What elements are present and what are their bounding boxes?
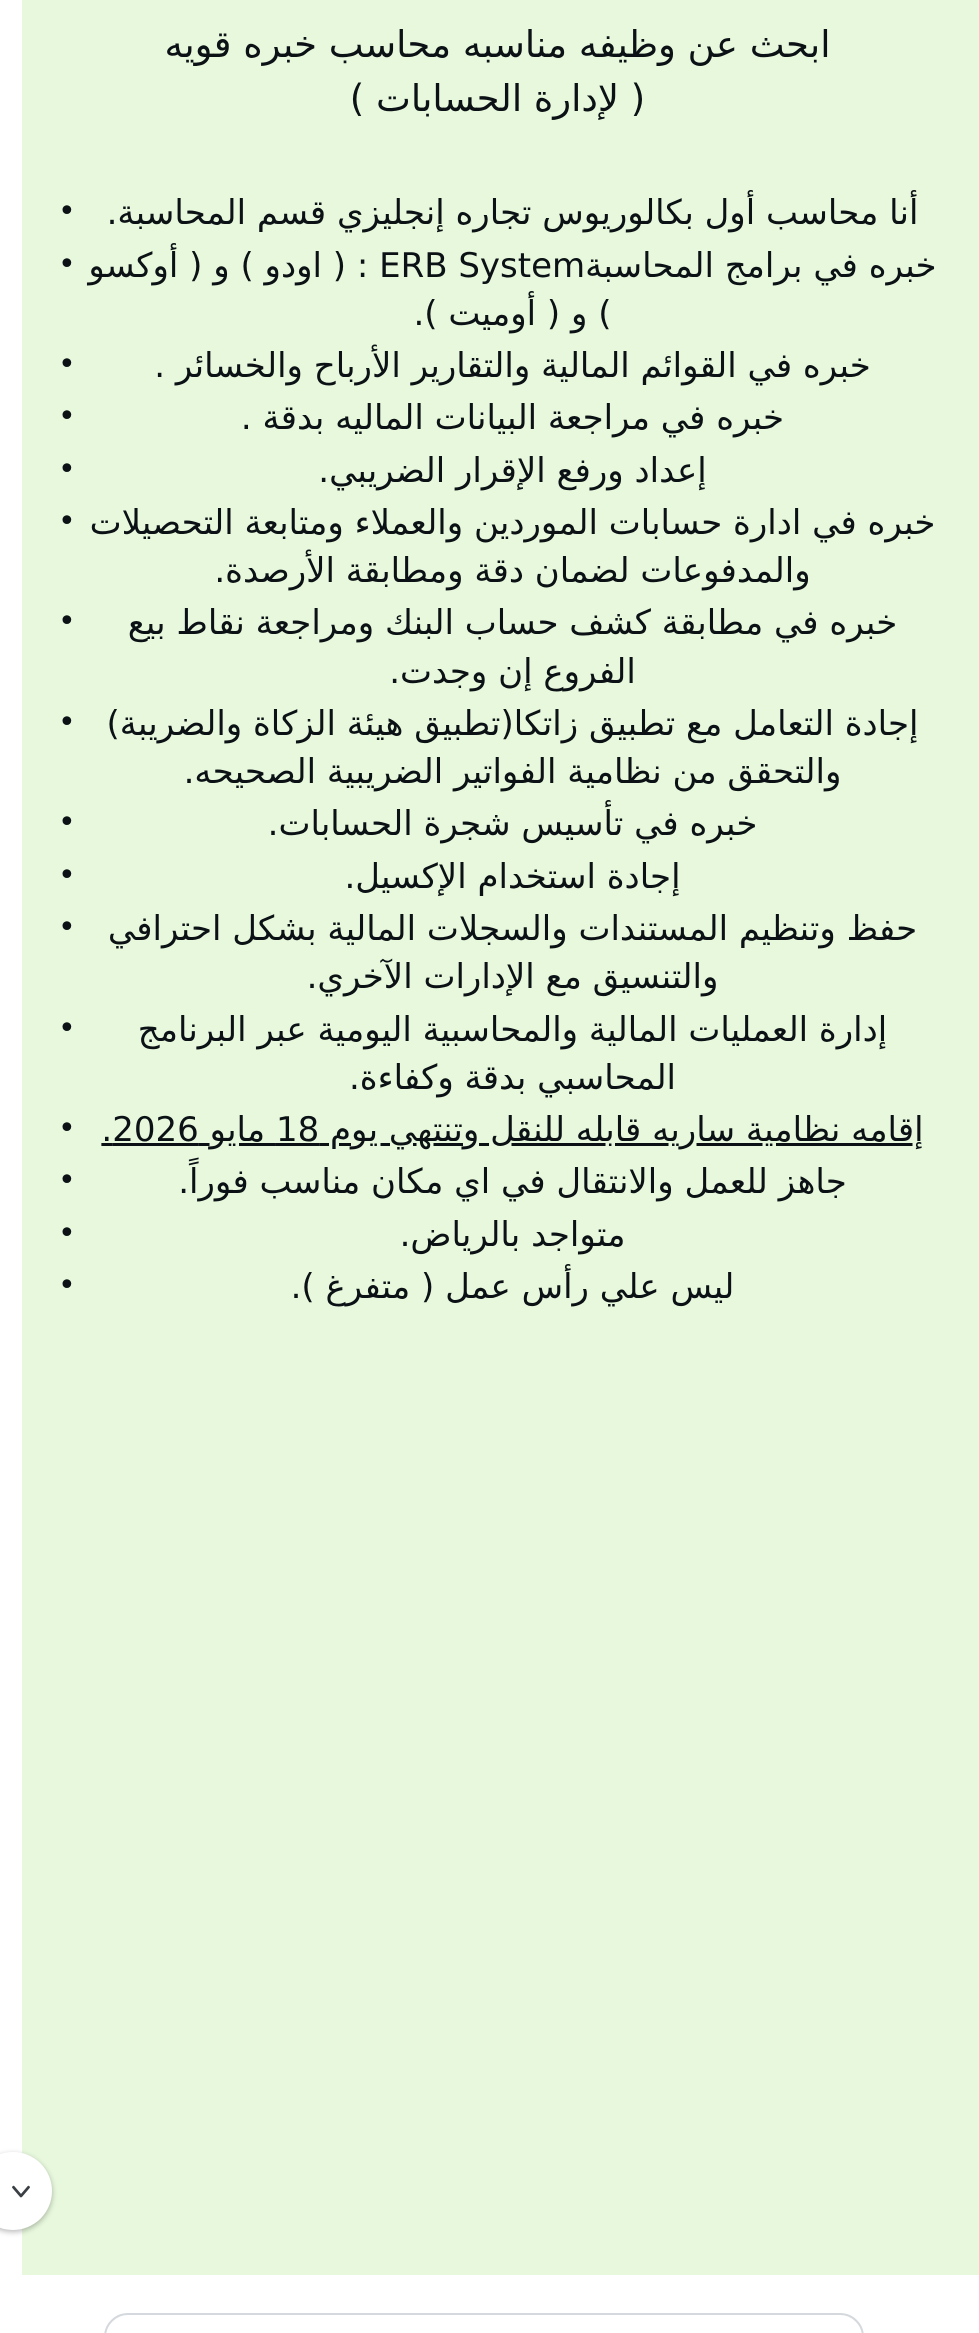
list-item: خبره في تأسيس شجرة الحسابات. • (56, 800, 939, 848)
message-input[interactable] (104, 2313, 864, 2333)
headline-line-2: ( لإدارة الحسابات ) (349, 76, 646, 120)
chevron-down-icon (0, 2176, 36, 2206)
list-item: حفظ وتنظيم المستندات والسجلات المالية بشكل احترافي والتنسيق مع الإدارات الآخري. • (56, 905, 939, 1002)
qualifications-list (56, 189, 939, 1311)
list-item: خبره في برامج المحاسبةERB System : ( اودو ) و ( أوكسو ) و ( أوميت ). • (56, 242, 939, 339)
list-item: متواجد بالرياض. • (56, 1211, 939, 1259)
headline-line-1: ابحث عن وظيفه مناسبه محاسب خبره قويه (164, 23, 831, 66)
list-item: خبره في مراجعة البيانات الماليه بدقة . • (56, 394, 939, 442)
list-item: إدارة العمليات المالية والمحاسبية اليومية عبر البرنامج المحاسبي بدقة وكفاءة. • (56, 1006, 939, 1103)
list-item: خبره في القوائم المالية والتقارير الأرباح والخسائر . • (56, 342, 939, 390)
list-item: جاهز للعمل والانتقال في اي مكان مناسب فوراً. • (56, 1158, 939, 1206)
list-item: إجادة التعامل مع تطبيق زاتكا(تطبيق هيئة الزكاة والضريبة) والتحقق من نظامية الفواتير الضريبية الصحيحه. • (56, 700, 939, 797)
message-bubble (22, 0, 979, 2275)
list-item: إعداد ورفع الإقرار الضريبي. • (56, 447, 939, 495)
list-item: ليس علي رأس عمل ( متفرغ ). • (56, 1263, 939, 1311)
list-item: خبره في مطابقة كشف حساب البنك ومراجعة نقاط بيع الفروع إن وجدت. • (56, 599, 939, 696)
list-item: إقامه نظامية ساريه قابله للنقل وتنتهي يوم 18 مايو 2026. • (56, 1106, 939, 1154)
list-item: أنا محاسب أول بكالوريوس تجاره إنجليزي قسم المحاسبة. • (56, 189, 939, 237)
list-item: خبره في ادارة حسابات الموردين والعملاء ومتابعة التحصيلات والمدفوعات لضمان دقة ومطابقة الأرصدة. • (56, 499, 939, 596)
message-headline (56, 18, 939, 125)
list-item: إجادة استخدام الإكسيل. • (56, 853, 939, 901)
headline-spacer (56, 133, 939, 189)
